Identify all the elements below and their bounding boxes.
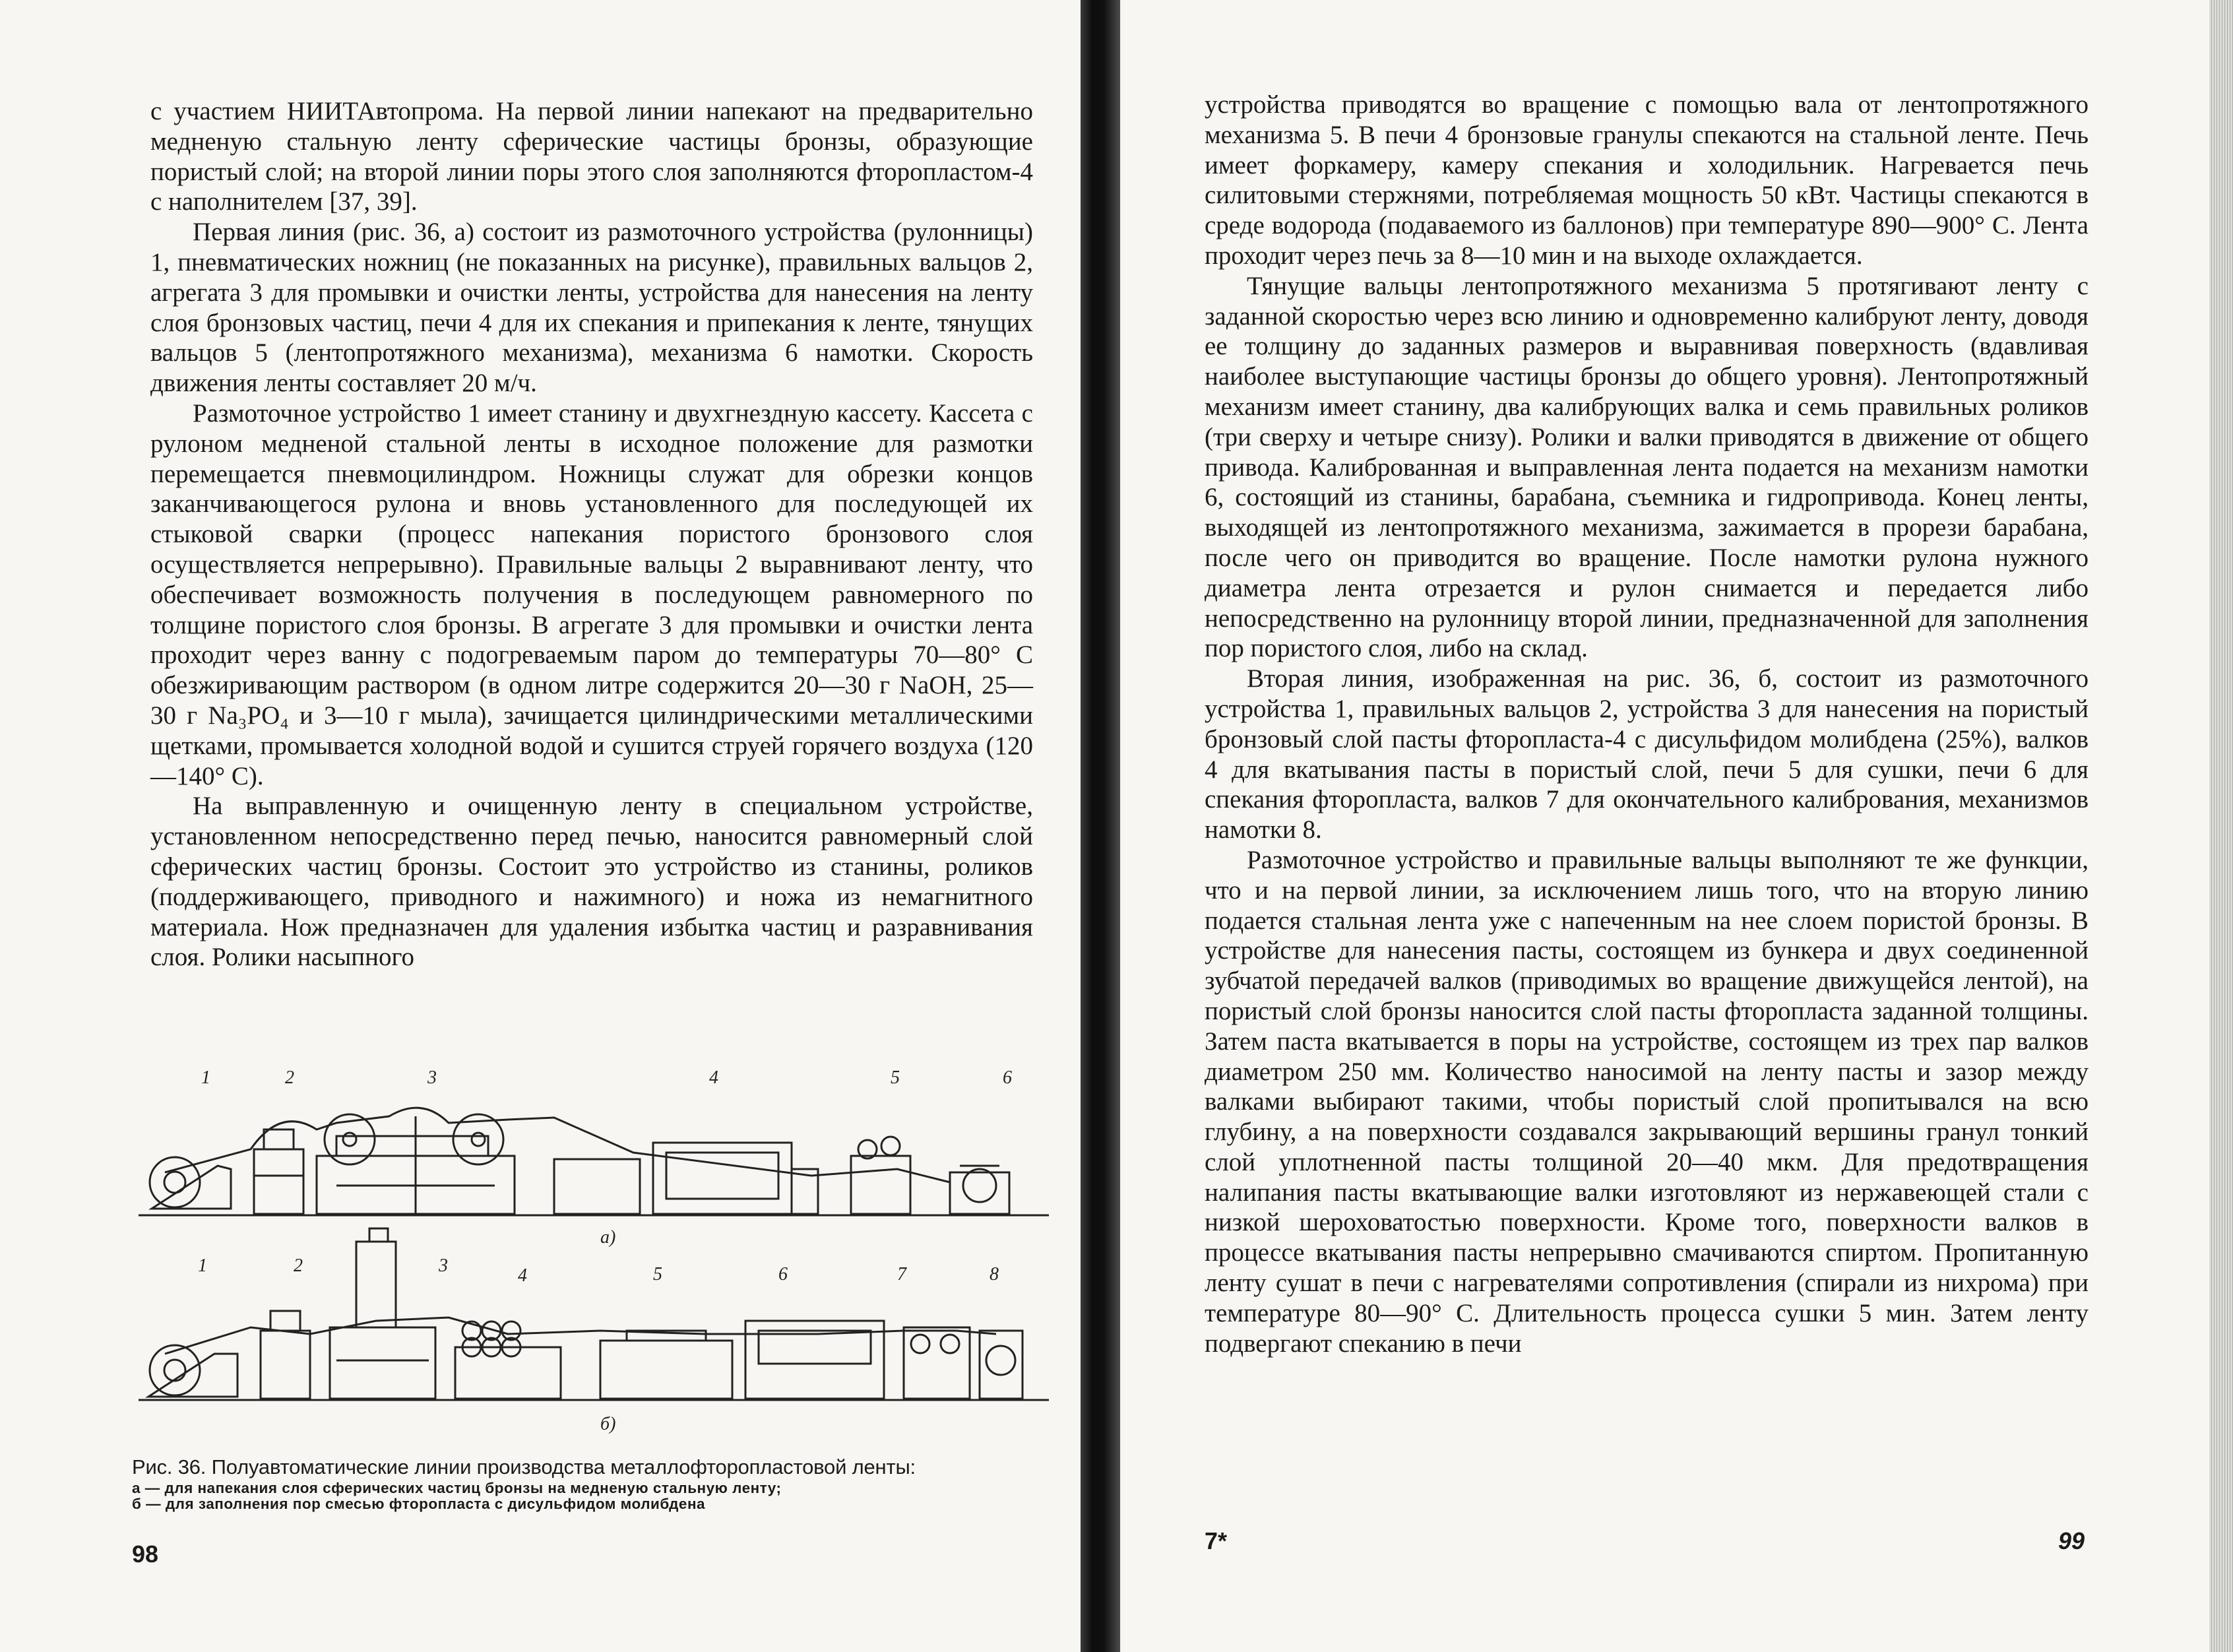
straightener-b xyxy=(261,1311,310,1399)
right-text-column xyxy=(1205,90,2089,1358)
winder-b xyxy=(980,1331,1022,1399)
right-paragraph-1: устройства приводятся во вращение с помощью вала от лентопротяжного механизма 5. В печи 4 бронзовые гранулы спекаются на стальной ленте. Печь имеет форкамеру, камеру спекания и холодильник. Нагревается печь силитовыми стержнями, потребляемая мощность 50 кВт. Частицы спекаются в среде водорода (подаваемого из баллонов) при температуре 890—900° С. Лента проходит через печь за 8—10 мин и на выходе охлаждается. xyxy=(1205,90,2089,270)
right-paragraph-2: Тянущие вальцы лентопротяжного механизма 5 протягивают ленту с заданной скоростью через всю линию и одновременно калибруют ленту, доводя ее толщину до заданных размеров и выравнивая поверхность (вдавливая наиболее выступающие частицы бронзы до общего уровня). Лентопротяжный механизм имеет станину, два калибрующих валка и семь правильных роликов (три сверху и четыре снизу). Ролики и валки приводятся в движение от общего привода. Калиброванная и выправленная лента подается на механизм намотки 6, состоящий из станины, барабана, съемника и гидропривода. Конец ленты, выходящей из лентопротяжного механизма, зажимается в прорези барабана, после чего он приводится во вращение. После намотки рулона нужного диаметра лента отрезается и рулон снимается и передается либо непосредственно на рулонницу второй линии, предназначенной для заполнения пор пористого слоя, либо на склад. xyxy=(1205,271,2089,663)
label-b-1: 1 xyxy=(198,1255,207,1276)
page-number-left: 98 xyxy=(132,1541,159,1568)
sublabel-a: а) xyxy=(600,1227,616,1248)
label-a-2: 2 xyxy=(285,1070,294,1088)
caption-line-b: б — для заполнения пор смесью фторопласта с дисульфидом молибдена xyxy=(132,1496,706,1512)
label-b-2: 2 xyxy=(294,1255,303,1276)
right-paragraph-4: Размоточное устройство и правильные вальцы выполняют те же функции, что и на первой линии, за исключением лишь того, что на вторую линию подается стальная лента уже с напеченным на нее слоем пористой бронзы. В устройстве для нанесения пасты, состоящем из бункера и двух соединенной зубчатой передачей валков (приводимых во вращение движущейся лентой), на пористый слой бронзы наносится слой пасты фторопласта заданной толщины. Затем паста вкатывается в поры на устройстве, состоящем из трех пар валков диаметром 250 мм. Количество наносимой на ленту пасты и зазор между валками выбирают такими, чтобы пористый слой пропитывался на всю глубину, а на поверхности создавался закрывающий вершины гранул тонкий слой уплотненной пасты толщиной 20—40 мкм. Для предотвращения налипания пасты вкатывающие валки изготовляют из нержавеющей стали с низкой шероховатостью поверхности. Кроме того, поверхности валков в процессе вкатывания пасты непрерывно смачиваются спиртом. Пропитанную ленту сушат в печи с нагревателями сопротивления (спирали из нихрома) при температуре 80—90° С. Длительность процесса сушки 5 мин. Затем ленту подвергают спеканию в печи xyxy=(1205,845,2089,1358)
winder-a xyxy=(950,1166,1009,1214)
straightener-a xyxy=(254,1129,303,1214)
calibration-rollers-b xyxy=(904,1327,970,1399)
figure-caption xyxy=(132,1454,1049,1512)
sinter-furnace-a xyxy=(554,1143,818,1214)
label-a-1: 1 xyxy=(201,1070,210,1088)
tension-rollers-a xyxy=(851,1137,910,1214)
page-number-right: 99 xyxy=(2058,1527,2085,1554)
production-line-figure xyxy=(139,1070,1049,1440)
label-a-3: 3 xyxy=(427,1070,437,1088)
label-b-3: 3 xyxy=(439,1255,448,1276)
label-a-5: 5 xyxy=(891,1070,900,1088)
label-b-6: 6 xyxy=(778,1264,788,1285)
washer-unit-a xyxy=(317,1114,515,1214)
label-b-7: 7 xyxy=(897,1264,906,1285)
label-b-8: 8 xyxy=(990,1264,999,1285)
paste-applicator-b xyxy=(330,1228,435,1399)
page-edge-stack xyxy=(2209,0,2233,1652)
label-a-4: 4 xyxy=(709,1070,718,1088)
signature-mark: 7* xyxy=(1205,1527,1228,1554)
caption-line-a: а — для напекания слоя сферических частиц бронзы на медненую стальную ленту; xyxy=(132,1480,782,1496)
left-paragraph-4: На выправленную и очищенную ленту в специальном устройстве, установленном непосредственно перед печью, наносится равномерный слой сферических частиц бронзы. Состоит это устройство из станины, роликов (поддерживающего, приводного и нажимного) и ножа из немагнитного материала. Нож предназначен для удаления избытка частиц и разравнивания слоя. Ролики насыпного xyxy=(150,792,1033,972)
left-paragraph-3: Размоточное устройство 1 имеет станину и двухгнездную кассету. Кассета с рулоном медненой стальной ленты в исходное положение для размотки перемещается пневмоцилиндром. Ножницы служат для обрезки концов заканчивающегося рулона и вновь установленного для последующей их стыковой сварки (процесс напекания пористого бронзового слоя осуществляется непрерывно). Правильные вальцы 2 выравнивают ленту, что обеспечивает возможность получения в последующем равномерного по толщине пористого слоя бронзы. В агрегате 3 для промывки и очистки лента проходит через ванну с подогреваемым паром до температуры 70—80° С обезжиривающим раствором (в одном литре содержится 20—30 г NaOH, 25—30 г Na₃PO₄ и 3—10 г мыла), зачищается цилиндрическими металлическими щетками, промывается холодной водой и сушится струей горячего воздуха (120—140° С). xyxy=(150,398,1033,790)
label-b-5: 5 xyxy=(653,1264,662,1285)
sublabel-b: б) xyxy=(600,1414,616,1434)
label-a-6: 6 xyxy=(1003,1070,1012,1088)
drying-furnace-b xyxy=(600,1331,732,1399)
book-gutter xyxy=(1081,0,1120,1652)
right-paragraph-3: Вторая линия, изображенная на рис. 36, б, состоит из размоточного устройства 1, правильных вальцов 2, устройства 3 для нанесения на пористый бронзовый слой пасты фторопласта-4 с дисульфидом молибдена (25%), валков 4 для вкатывания пасты в пористый слой, печи 5 для сушки, печи 6 для спекания фторопласта, валков 7 для окончательного калибрования, механизмов намотки 8. xyxy=(1205,664,2089,844)
left-paragraph-2: Первая линия (рис. 36, а) состоит из размоточного устройства (рулонницы) 1, пневматических ножниц (не показанных на рисунке), правильных вальцов 2, агрегата 3 для промывки и очистки ленты, устройства для нанесения на ленту слоя бронзовых частиц, печи 4 для их спекания и припекания к ленте, тянущих вальцов 5 (лентопротяжного механизма), механизма 6 намотки. Скорость движения ленты составляет 20 м/ч. xyxy=(150,218,1033,398)
label-b-4: 4 xyxy=(518,1265,527,1286)
left-text-column xyxy=(150,96,1033,972)
left-paragraph-1: с участием НИИТАвтопрома. На первой линии напекают на предварительно медненую стальную ленту сферические частицы бронзы, образующие пористый слой; на второй линии поры этого слоя заполняются фторопластом-4 с наполнителем [37, 39]. xyxy=(150,97,1033,216)
unwinder-b xyxy=(148,1345,237,1397)
caption-title: Рис. 36. Полуавтоматические линии производства металлофторопластовой ленты: xyxy=(132,1455,916,1478)
strip-path-a xyxy=(165,1108,950,1182)
